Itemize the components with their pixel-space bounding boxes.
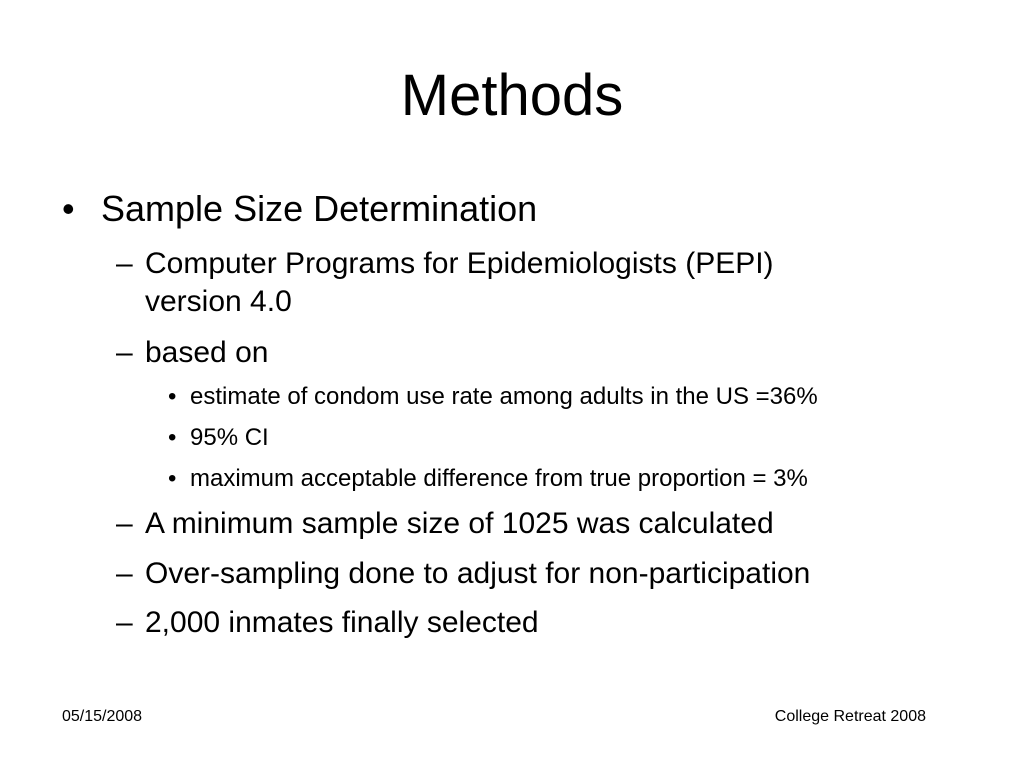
sub-bullet-minimum-sample-size [116, 505, 966, 545]
bullet-marker: • [168, 383, 177, 410]
sub-bullet-text: 2,000 inmates finally selected [145, 606, 539, 639]
dash-marker: – [116, 247, 133, 280]
sub-bullet-text: Computer Programs for Epidemiologists (PEPI) version 4.0 [145, 247, 774, 318]
sub-bullet-based-on [116, 334, 896, 374]
sub-sub-bullet-confidence-interval [168, 423, 968, 455]
bullet-marker: • [168, 424, 177, 451]
bullet-sample-size-determination [62, 188, 962, 232]
footer-event: College Retreat 2008 [774, 708, 926, 725]
bullet-marker: • [168, 465, 177, 492]
sub-bullet-text: based on [145, 336, 269, 369]
dash-marker: – [116, 336, 133, 369]
sub-bullet-pepi [116, 245, 896, 325]
bullet-marker: • [62, 188, 75, 229]
sub-sub-bullet-acceptable-difference [168, 464, 968, 496]
dash-marker: – [116, 606, 133, 639]
sub-sub-bullet-text: estimate of condom use rate among adults in the US =36% [190, 383, 818, 410]
slide-title: Methods [400, 63, 624, 128]
sub-bullet-over-sampling [116, 555, 966, 595]
sub-sub-bullet-condom-use-rate [168, 382, 968, 414]
bullet-text: Sample Size Determination [101, 188, 538, 229]
sub-bullet-text: Over-sampling done to adjust for non-participation [145, 557, 811, 590]
sub-bullet-inmates-selected [116, 604, 966, 644]
dash-marker: – [116, 507, 133, 540]
dash-marker: – [116, 557, 133, 590]
footer-date: 05/15/2008 [62, 708, 143, 725]
sub-sub-bullet-text: 95% CI [190, 424, 269, 451]
sub-sub-bullet-text: maximum acceptable difference from true proportion = 3% [190, 465, 808, 492]
sub-bullet-text: A minimum sample size of 1025 was calculated [145, 507, 774, 540]
